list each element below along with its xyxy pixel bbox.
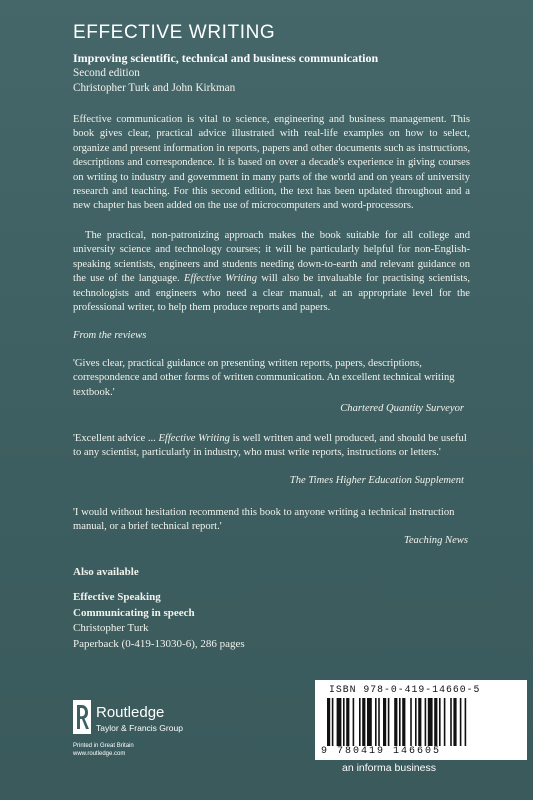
review-source-1: Chartered Quantity Surveyor [340,403,464,414]
barcode-number: 9 780419 146605 [321,746,442,757]
book-subtitle: Improving scientific, technical and business communication [73,51,379,65]
other-book-title: Effective Speaking [73,591,161,603]
informa-tagline: an informa business [342,762,436,774]
review-source-3: Teaching News [403,535,468,546]
printed-info [73,742,134,758]
barcode-icon [327,698,517,746]
also-available-heading: Also available [73,566,139,578]
edition: Second edition [73,67,140,79]
publisher-url: www.routledge.com [73,751,126,757]
publisher-name: Routledge [96,704,165,721]
p2-text-start: The practical, non-patronizing approach makes the book suitable for all college and university science and technology courses; it will be particularly helpful for non-English-speaking scientists, engineers and students needing down-to-earth and relevant guidance on the use of the language. [73,230,470,285]
other-book-info: Paperback (0-419-13030-6), 286 pages [73,638,245,650]
other-book-author: Christopher Turk [73,622,149,634]
printed-in: Printed in Great Britain [73,743,134,749]
blurb-paragraph-2 [73,229,470,315]
blurb-paragraph-1: Effective communication is vital to science, engineering and business management. This book gives clear, practical advice illustrated with real-life examples on how to select, organize and present information in reports, papers and other documents such as instructions, descriptions and correspondence. It is based on over a decade's experience in giving courses on writing to industry and government in many parts of the world and on years of university research and teaching. For this second edition, the text has been updated throughout and a new chapter has been added on the use of microcomputers and word-processors. [73,114,470,212]
p2-text-end: will also be invaluable for practising scientists, technologists and engineers who need a clear manual, at an appropriate level for the professional writer, to help them produce reports and papers. [73,273,470,314]
review-source-2: The Times Higher Education Supplement [289,475,464,486]
authors: Christopher Turk and John Kirkman [73,82,236,94]
isbn-text: ISBN 978-0-419-14660-5 [329,684,481,695]
book-title: EFFECTIVE WRITING [73,22,276,43]
review-quote-3: 'I would without hesitation recommend this book to anyone writing a technical instruction manual, or a brief technical report.' [73,507,455,533]
publisher-group: Taylor & Francis Group [96,723,183,733]
barcode-label [315,680,527,760]
q2-text-end: is well written and well produced, and should be useful to any scientist, particularly in industry, who must write reports, instructions or letters.' [73,433,467,459]
q2-book-title: Effective Writing [158,433,230,444]
q2-text-start: 'Excellent advice ... [73,433,156,444]
routledge-logo-icon [73,700,91,734]
review-quote-1: 'Gives clear, practical guidance on presenting written reports, papers, descriptions, correspondence and other forms of written communication. An excellent technical writing textbook.' [73,358,455,398]
reviews-heading: From the reviews [73,330,147,341]
p2-book-title: Effective Writing [183,273,258,285]
other-book-subtitle: Communicating in speech [73,607,195,619]
review-quote-2 [73,432,473,461]
